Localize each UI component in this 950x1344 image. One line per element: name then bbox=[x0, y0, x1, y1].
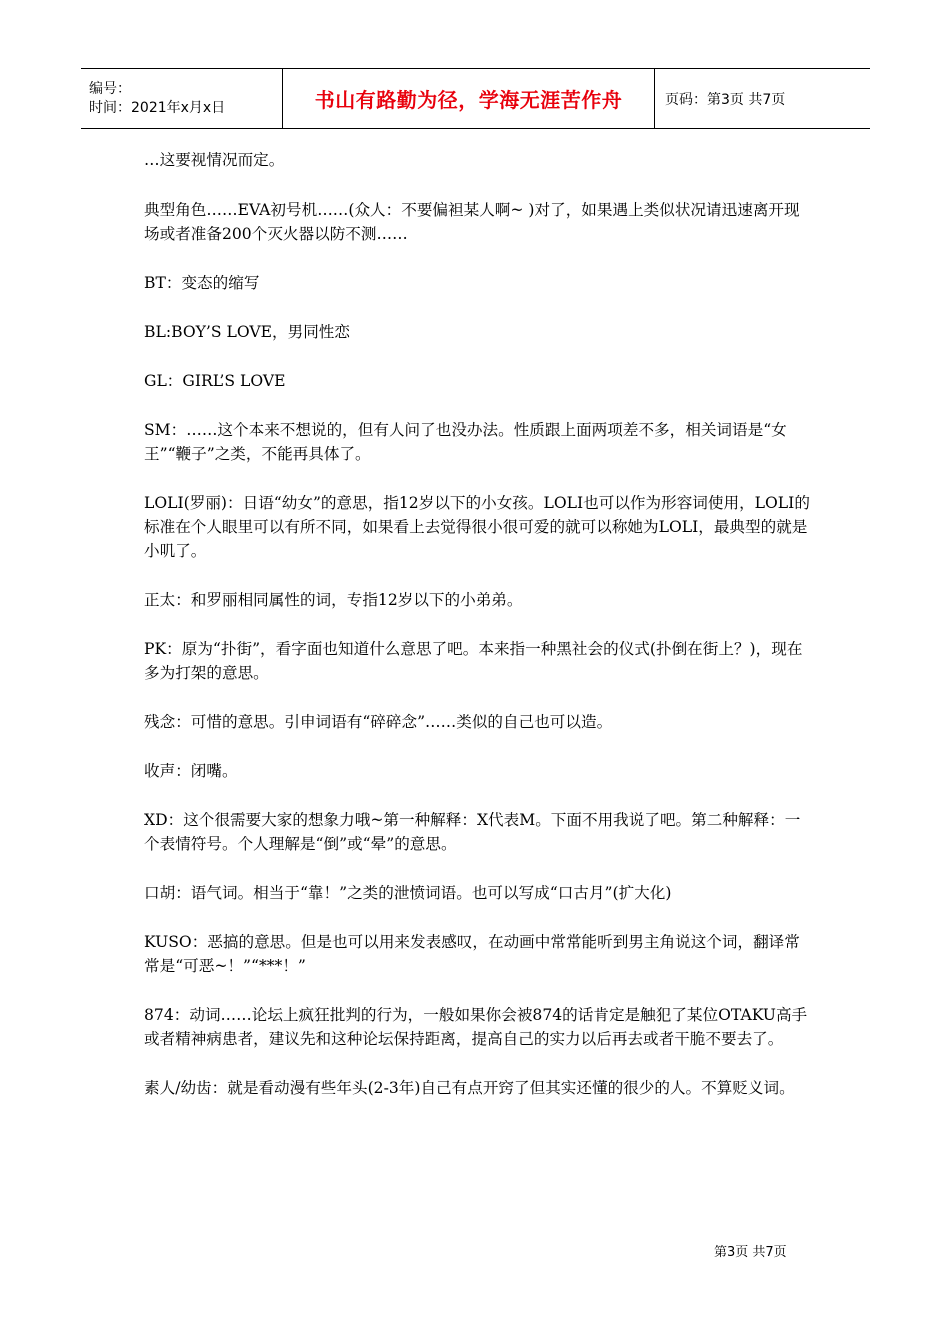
page-footer bbox=[714, 1241, 787, 1260]
header-page-number: 页码：第3页 共7页 bbox=[665, 91, 786, 108]
paragraph: 874：动词……论坛上疯狂批判的行为，一般如果你会被874的话肯定是触犯了某位OTAKU高手或者精神病患者，建议先和这种论坛保持距离，提高自己的实力以后再去或者干脆不要去了。 bbox=[144, 1006, 808, 1048]
paragraph: 收声：闭嘴。 bbox=[144, 762, 238, 780]
paragraph: 典型角色……EVA初号机……(众人：不要偏袒某人啊~ )对了，如果遇上类似状况请迅速离开现场或者准备200个灭火器以防不测…… bbox=[144, 201, 800, 243]
page-header bbox=[81, 68, 870, 129]
paragraph: SM：……这个本来不想说的，但有人问了也没办法。性质跟上面两项差不多，相关词语是“女王”“鞭子”之类，不能再具体了。 bbox=[144, 421, 787, 463]
document-number-label: 编号： bbox=[89, 80, 131, 97]
paragraph: BT：变态的缩写 bbox=[144, 274, 260, 292]
paragraph: KUSO：恶搞的意思。但是也可以用来发表感叹，在动画中常常能听到男主角说这个词，翻译常常是“可恶~！”“***！” bbox=[144, 933, 800, 975]
header-motto-cell bbox=[283, 69, 655, 128]
paragraph: …这要视情况而定。 bbox=[144, 151, 285, 169]
header-meta bbox=[81, 69, 283, 128]
header-motto: 书山有路勤为径，学海无涯苦作舟 bbox=[314, 88, 623, 112]
paragraph: PK：原为“扑街”，看字面也知道什么意思了吧。本来指一种黑社会的仪式(扑倒在街上？)，现在多为打架的意思。 bbox=[144, 640, 803, 682]
paragraph: LOLI(罗丽)：日语“幼女”的意思，指12岁以下的小女孩。LOLI也可以作为形容词使用，LOLI的标准在个人眼里可以有所不同，如果看上去觉得很小很可爱的就可以称她为LOLI，最典型的就是小叽了。 bbox=[144, 494, 810, 560]
paragraph: 正太：和罗丽相同属性的词，专指12岁以下的小弟弟。 bbox=[144, 591, 523, 609]
paragraph: 残念：可惜的意思。引申词语有“碎碎念”……类似的自己也可以造。 bbox=[144, 713, 613, 731]
paragraph: XD：这个很需要大家的想象力哦~第一种解释：X代表M。下面不用我说了吧。第二种解释：一个表情符号。个人理解是“倒”或“晕”的意思。 bbox=[144, 811, 801, 853]
header-page-cell bbox=[655, 69, 870, 128]
document-time-label: 时间：2021年x月x日 bbox=[89, 99, 226, 116]
paragraph: BL:BOY’S LOVE，男同性恋 bbox=[144, 323, 350, 341]
paragraph: GL：GIRL’S LOVE bbox=[144, 372, 286, 390]
paragraph: 口胡：语气词。相当于“靠！”之类的泄愤词语。也可以写成“口古月”(扩大化) bbox=[144, 884, 672, 902]
document-body bbox=[144, 148, 814, 1125]
paragraph: 素人/幼齿：就是看动漫有些年头(2-3年)自己有点开窍了但其实还懂的很少的人。不算贬义词。 bbox=[144, 1079, 795, 1097]
footer-page-number: 第3页 共7页 bbox=[714, 1245, 787, 1260]
